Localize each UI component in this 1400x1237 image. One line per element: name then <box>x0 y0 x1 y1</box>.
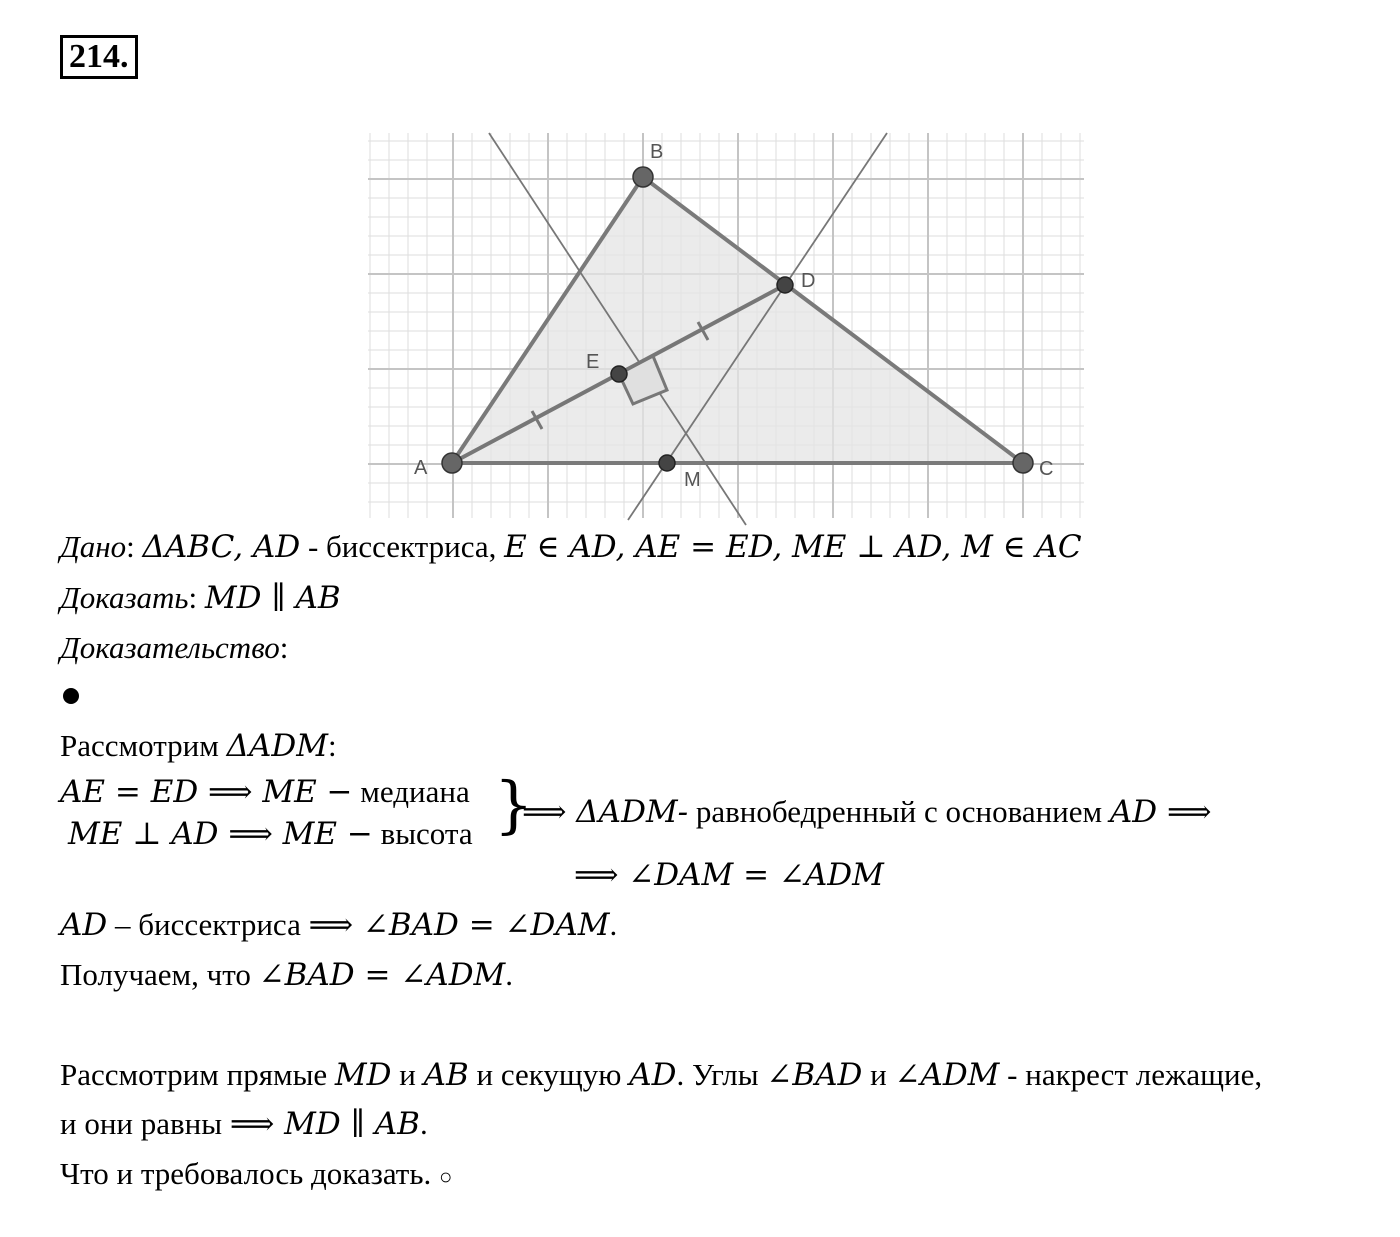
label-e: E <box>586 351 600 373</box>
bisector-line: AD – биссектриса ⟹ ∠BAD = ∠DAM. <box>60 907 618 943</box>
proof-label-line: Доказательство: <box>60 630 289 665</box>
label-c: C <box>1039 458 1054 480</box>
point-c <box>1013 453 1033 473</box>
consider-lines-line: Рассмотрим прямые MD и AB и секущую AD. Углы ∠BAD и ∠ADM - накрест лежащие, <box>60 1057 1263 1093</box>
point-m <box>659 455 675 471</box>
bullet-point <box>63 688 79 704</box>
qed-line: Что и требовалось доказать. ○ <box>60 1156 453 1191</box>
problem-number: 214. <box>60 35 138 79</box>
label-m: M <box>684 469 701 491</box>
consider-adm-line: Рассмотрим ΔADM: <box>60 728 337 764</box>
label-b: B <box>650 141 664 163</box>
system-brace: } <box>494 768 534 841</box>
point-e <box>611 366 627 382</box>
geometry-figure <box>0 0 1400 530</box>
given-line: Дано: ΔABC, AD - биссектриса, E ∈ AD, AE = ED, ME ⊥ AD, M ∈ AC <box>60 529 1082 565</box>
label-a: A <box>414 457 428 479</box>
point-d <box>777 277 793 293</box>
result-line: Получаем, что ∠BAD = ∠ADM. <box>60 957 514 993</box>
point-b <box>633 167 653 187</box>
isosceles-result: ⟹ ΔADM- равнобедренный с основанием AD ⟹ <box>522 794 1212 830</box>
proof-label: Доказательство <box>60 630 280 665</box>
given-label: Дано <box>60 529 127 564</box>
prove-line: Доказать: MD ∥ AB <box>60 580 341 616</box>
angles-equal-conclusion: ⟹ ∠DAM = ∠ADM <box>574 857 884 893</box>
label-d: D <box>801 270 816 292</box>
prove-label: Доказать <box>60 580 189 615</box>
qed-symbol: ○ <box>439 1164 453 1189</box>
system-row-median: AE = ED ⟹ ME − медиана <box>60 774 470 810</box>
point-a <box>442 453 462 473</box>
parallel-conclusion-line: и они равны ⟹ MD ∥ AB. <box>60 1106 428 1142</box>
system-row-height: ME ⊥ AD ⟹ ME − высота <box>68 816 473 852</box>
